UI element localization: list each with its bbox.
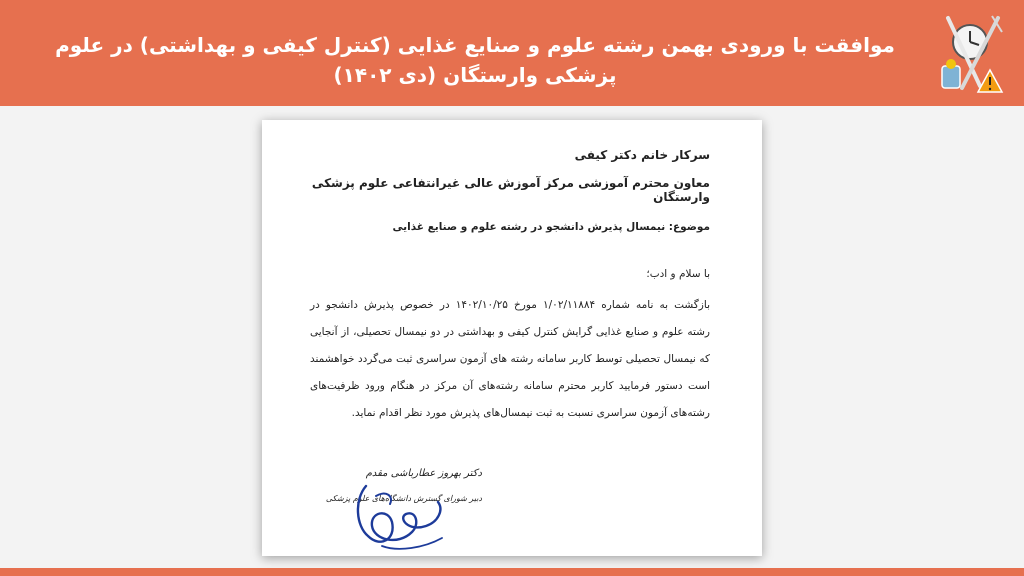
- food-safety-logo-icon: [940, 12, 1006, 96]
- letter-subject: موضوع: نیمسال پذیرش دانشجو در رشته علوم و صنایع غذایی: [392, 221, 710, 233]
- signature-block: [325, 460, 482, 552]
- title-banner: [0, 0, 1024, 106]
- signature-title: دبیر شورای گسترش دانشگاه‌های علوم پزشکی: [325, 494, 482, 503]
- letter-body-line: رشته‌های آزمون سراسری نسبت به ثبت نیمسال‌های پذیرش مورد نظر اقدام نماید.: [351, 407, 710, 419]
- signature-name: دکتر بهروز عطارباشی مقدم: [365, 468, 482, 479]
- slide-title: موافقت با ورودی بهمن رشته علوم و صنایع غذایی (کنترل کیفی و بهداشتی) در علوم پزشکی وارستگان (دی ۱۴۰۲): [55, 33, 895, 87]
- handwritten-signature-icon: [346, 466, 456, 556]
- letter-body-line: است دستور فرمایید کاربر محترم سامانه رشته‌های آن مرکز در هنگام ورود ظرفیت‌های: [310, 380, 710, 392]
- letter-greeting: با سلام و ادب؛: [646, 268, 710, 280]
- letter-body-line: رشته علوم و صنایع غذایی گرایش کنترل کیفی و بهداشتی در دو نیمسال تحصیلی، از آنجایی: [310, 326, 710, 338]
- letter-body: [310, 292, 710, 427]
- letter-body-line: بازگشت به نامه شماره ۱/۰۲/۱۱۸۸۴ مورخ ۱۴۰۲/۱۰/۲۵ در خصوص پذیرش دانشجو در: [310, 299, 710, 311]
- letter-addressee-name: سرکار خانم دکتر کیفی: [574, 148, 710, 162]
- letter-addressee-title: معاون محترم آموزشی مرکز آموزش عالی غیرانتفاعی علوم پزشکی وارستگان: [311, 176, 710, 204]
- official-letter: [262, 120, 762, 556]
- bottom-accent-bar: [0, 568, 1024, 576]
- letter-body-line: که نیمسال تحصیلی توسط کاربر سامانه رشته های آزمون سراسری ثبت می‌گردد خواهشمند: [310, 353, 710, 365]
